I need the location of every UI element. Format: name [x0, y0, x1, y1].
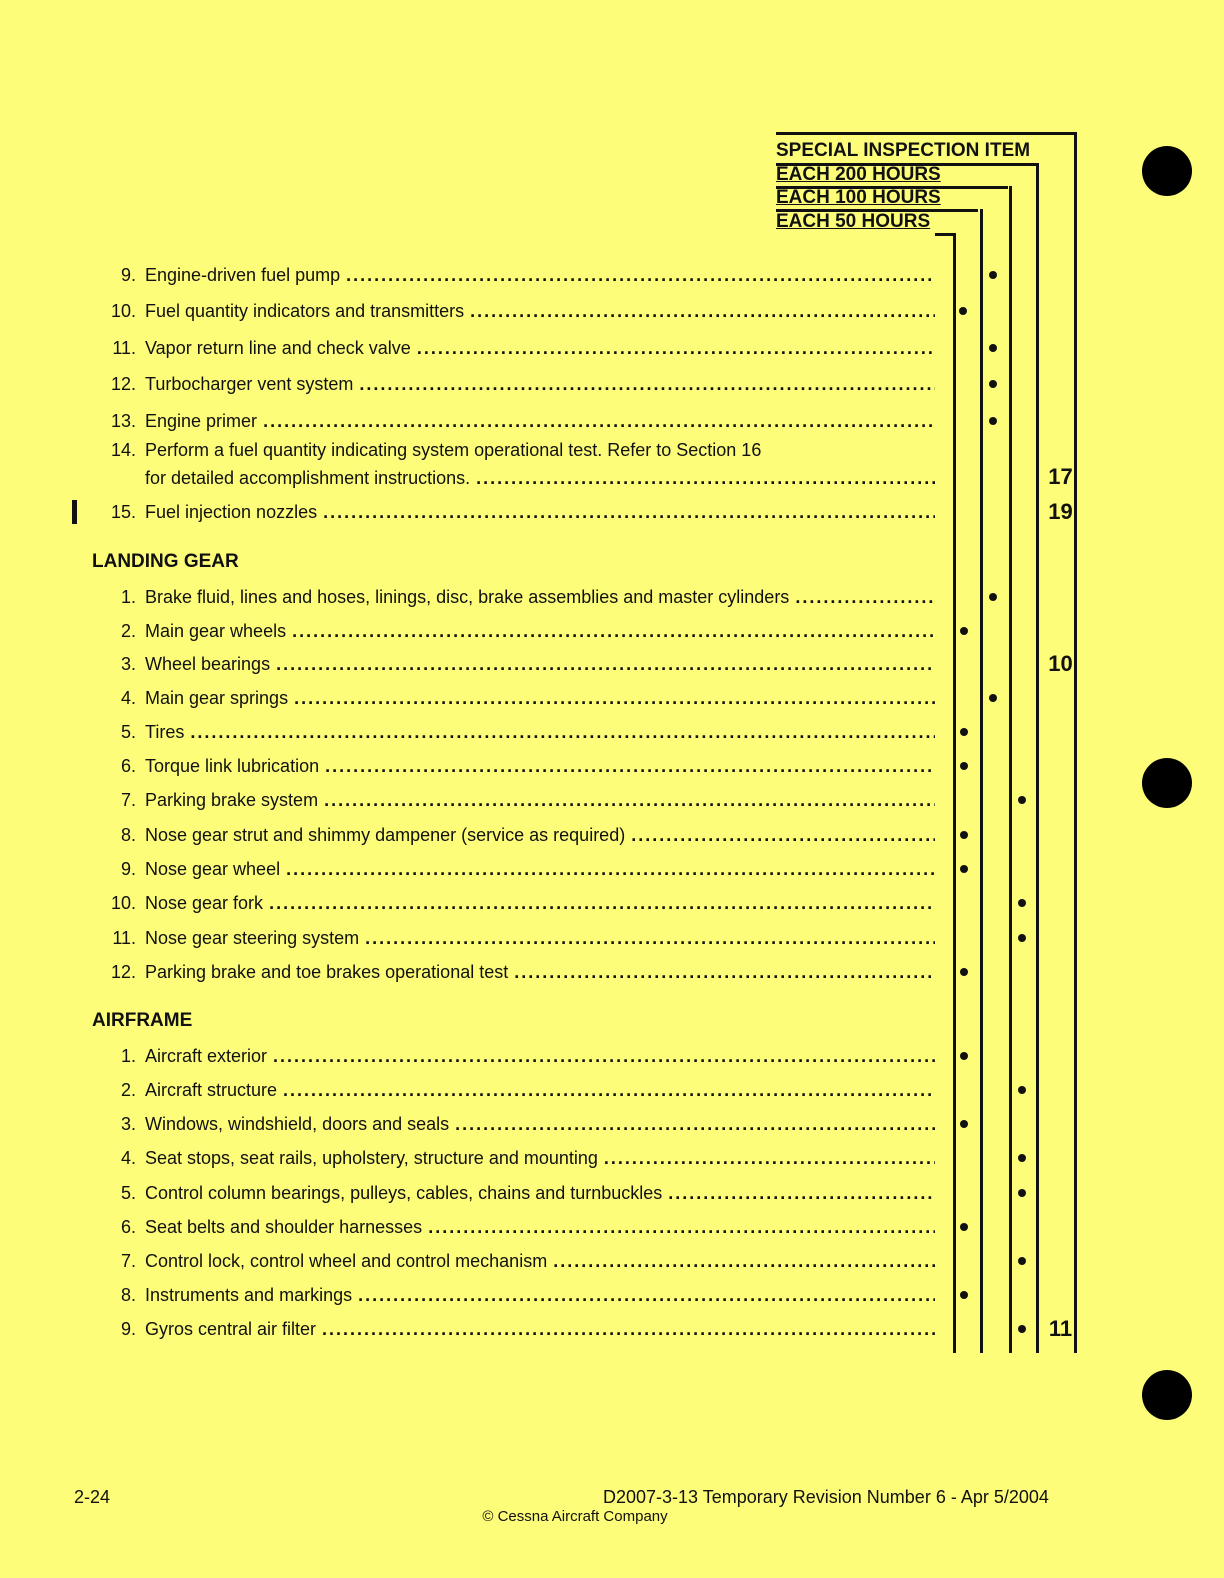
- check-dot-200-hours: [1018, 1086, 1026, 1094]
- item-number: 7.: [120, 790, 136, 810]
- list-item: [0, 1145, 1224, 1171]
- list-item: [0, 753, 1224, 779]
- list-item: [0, 719, 1224, 745]
- item-label: Nose gear strut and shimmy dampener (service as required): [145, 825, 626, 845]
- check-dot-50-hours: [960, 627, 968, 635]
- list-item: [0, 618, 1224, 644]
- check-dot-200-hours: [989, 593, 997, 601]
- item-label: Nose gear steering system: [145, 928, 360, 948]
- leader-dots: [422, 1214, 935, 1240]
- item-label: Tires: [145, 722, 185, 742]
- check-dot-50-hours: [960, 1291, 968, 1299]
- item-label-row: [145, 584, 935, 610]
- item-label-row: [145, 651, 935, 677]
- leader-dots: [411, 335, 935, 361]
- list-item: [0, 1111, 1224, 1137]
- item-number: 12.: [110, 962, 136, 982]
- list-item: [0, 437, 1224, 463]
- list-item: [0, 1282, 1224, 1308]
- leader-dots: [625, 822, 935, 848]
- check-dot-50-hours: [959, 307, 967, 315]
- item-label-row: [145, 335, 935, 361]
- item-label-row: [145, 1316, 935, 1342]
- item-label-row: [145, 822, 935, 848]
- header-each-100-hours: EACH 100 HOURS: [776, 187, 941, 208]
- list-item: [0, 959, 1224, 985]
- item-number: 14.: [110, 440, 136, 460]
- leader-dots: [257, 408, 935, 434]
- item-label: Nose gear fork: [145, 893, 264, 913]
- leader-dots: [353, 371, 935, 397]
- item-label-row: [145, 1214, 935, 1240]
- item-label-line1: Perform a fuel quantity indicating system operational test. Refer to Section 16: [145, 440, 762, 460]
- document-revision: D2007-3-13 Temporary Revision Number 6 - Apr 5/2004: [603, 1487, 1049, 1507]
- leader-dots: [263, 890, 935, 916]
- item-label: Aircraft exterior: [145, 1046, 268, 1066]
- item-label-row: [145, 890, 935, 916]
- leader-dots: [662, 1180, 935, 1206]
- check-dot-50-hours: [960, 1223, 968, 1231]
- list-item: [0, 1248, 1224, 1274]
- item-number: 3.: [120, 654, 136, 674]
- item-label: Aircraft structure: [145, 1080, 278, 1100]
- check-dot-50-hours: [960, 865, 968, 873]
- item-number: 11.: [112, 338, 136, 358]
- item-label-row: [145, 1282, 935, 1308]
- item-number: 7.: [120, 1251, 136, 1271]
- check-dot-50-hours: [960, 728, 968, 736]
- check-dot-50-hours: [960, 1120, 968, 1128]
- item-label-row: [145, 262, 935, 288]
- item-label: Gyros central air filter: [145, 1319, 317, 1339]
- leader-dots: [359, 925, 935, 951]
- check-dot-200-hours: [1018, 934, 1026, 942]
- item-number: 9.: [120, 859, 136, 879]
- list-item: [0, 499, 1224, 525]
- item-number: 9.: [120, 265, 136, 285]
- list-item: [0, 651, 1224, 677]
- check-dot-200-hours: [989, 417, 997, 425]
- check-dot-200-hours: [1018, 796, 1026, 804]
- item-label: Nose gear wheel: [145, 859, 281, 879]
- item-label: Main gear springs: [145, 688, 289, 708]
- check-dot-50-hours: [960, 1052, 968, 1060]
- list-item: [0, 925, 1224, 951]
- item-number: 8.: [120, 1285, 136, 1305]
- section-title-landing-gear: LANDING GEAR: [92, 551, 239, 572]
- item-label: Main gear wheels: [145, 621, 287, 641]
- item-label-row: [145, 465, 935, 491]
- leader-dots: [340, 262, 935, 288]
- item-label-row: [145, 1180, 935, 1206]
- item-label-row: [145, 408, 935, 434]
- item-number: 1.: [120, 1046, 136, 1066]
- item-number: 4.: [120, 1148, 136, 1168]
- list-item: [0, 335, 1224, 361]
- list-item: [0, 371, 1224, 397]
- item-label: Torque link lubrication: [145, 756, 320, 776]
- item-label: Brake fluid, lines and hoses, linings, disc, brake assemblies and master cylinders: [145, 587, 790, 607]
- leader-dots: [449, 1111, 935, 1137]
- item-label: Turbocharger vent system: [145, 374, 354, 394]
- list-item: [0, 787, 1224, 813]
- item-label-row: [145, 719, 935, 745]
- item-label-row: [145, 371, 935, 397]
- leader-dots: [286, 618, 935, 644]
- item-label-row: [145, 1145, 935, 1171]
- list-item: [0, 1180, 1224, 1206]
- item-label: Engine-driven fuel pump: [145, 265, 341, 285]
- check-dot-200-hours: [989, 694, 997, 702]
- leader-dots: [547, 1248, 935, 1274]
- list-item: [0, 408, 1224, 434]
- leader-dots: [280, 856, 935, 882]
- item-label-row: [145, 298, 935, 324]
- item-number: 1.: [120, 587, 136, 607]
- item-label: Seat stops, seat rails, upholstery, structure and mounting: [145, 1148, 598, 1168]
- list-item: [0, 685, 1224, 711]
- item-number: 12.: [110, 374, 136, 394]
- item-label: Wheel bearings: [145, 654, 271, 674]
- special-inspection-ref: 11: [1048, 1316, 1073, 1341]
- item-label-row: [145, 787, 935, 813]
- leader-dots: [508, 959, 935, 985]
- item-label: Windows, windshield, doors and seals: [145, 1114, 450, 1134]
- special-inspection-ref: 19: [1048, 499, 1073, 524]
- check-dot-50-hours: [960, 762, 968, 770]
- item-label-row: [145, 685, 935, 711]
- leader-dots: [288, 685, 935, 711]
- item-label: Parking brake system: [145, 790, 319, 810]
- item-label-row: [145, 1077, 935, 1103]
- leader-dots: [270, 651, 935, 677]
- item-label-row: [145, 499, 935, 525]
- leader-dots: [318, 787, 935, 813]
- check-dot-50-hours: [960, 968, 968, 976]
- list-item: [0, 890, 1224, 916]
- item-label: Control lock, control wheel and control mechanism: [145, 1251, 548, 1271]
- item-number: 10.: [110, 893, 136, 913]
- item-number: 5.: [120, 722, 136, 742]
- item-label: Engine primer: [145, 411, 258, 431]
- leader-dots: [598, 1145, 935, 1171]
- list-item: [0, 262, 1224, 288]
- item-number: 6.: [120, 1217, 136, 1237]
- item-label-row: [145, 618, 935, 644]
- check-dot-200-hours: [1018, 1257, 1026, 1265]
- list-item: [0, 1214, 1224, 1240]
- leader-dots: [267, 1043, 935, 1069]
- item-label: Vapor return line and check valve: [145, 338, 411, 358]
- item-number: 3.: [120, 1114, 136, 1134]
- special-inspection-ref: 10: [1048, 651, 1073, 676]
- leader-dots: [789, 584, 935, 610]
- binder-hole-top: [1142, 146, 1192, 196]
- binder-hole-bottom: [1142, 1370, 1192, 1420]
- leader-dots: [317, 499, 935, 525]
- leader-dots: [352, 1282, 935, 1308]
- list-item: [0, 584, 1224, 610]
- check-dot-200-hours: [989, 380, 997, 388]
- item-number: 2.: [120, 1080, 136, 1100]
- check-dot-200-hours: [1018, 899, 1026, 907]
- item-label: Fuel quantity indicators and transmitters: [145, 301, 465, 321]
- item-number: 9.: [120, 1319, 136, 1339]
- item-label-row: [145, 1043, 935, 1069]
- item-label-row: [145, 925, 935, 951]
- header-rule-special: [776, 132, 1076, 135]
- copyright: © Cessna Aircraft Company: [482, 1508, 668, 1525]
- check-dot-200-hours: [989, 344, 997, 352]
- item-label: Control column bearings, pulleys, cables, chains and turnbuckles: [145, 1183, 663, 1203]
- leader-dots: [184, 719, 935, 745]
- item-number: 11.: [112, 928, 136, 948]
- list-item: [0, 1077, 1224, 1103]
- item-number: 13.: [110, 411, 136, 431]
- item-number: 15.: [110, 502, 136, 522]
- list-item: [0, 298, 1224, 324]
- check-dot-200-hours: [989, 271, 997, 279]
- item-label: Fuel injection nozzles: [145, 502, 318, 522]
- item-number: 8.: [120, 825, 136, 845]
- item-label: Seat belts and shoulder harnesses: [145, 1217, 423, 1237]
- item-number: 5.: [120, 1183, 136, 1203]
- item-number: 10.: [110, 301, 136, 321]
- leader-dots: [470, 465, 935, 491]
- header-each-50-hours: EACH 50 HOURS: [776, 211, 931, 232]
- item-label-row: [145, 959, 935, 985]
- item-label-row: [145, 1248, 935, 1274]
- page-number: 2-24: [74, 1487, 111, 1507]
- header-special-inspection: SPECIAL INSPECTION ITEM: [776, 140, 1031, 161]
- list-item: [0, 822, 1224, 848]
- item-label-row: [145, 1111, 935, 1137]
- item-label-row: [145, 856, 935, 882]
- header-each-200-hours: EACH 200 HOURS: [776, 164, 941, 185]
- item-number: 4.: [120, 688, 136, 708]
- check-dot-200-hours: [1018, 1154, 1026, 1162]
- item-label-row: [145, 753, 935, 779]
- item-number: 6.: [120, 756, 136, 776]
- list-item: [0, 856, 1224, 882]
- check-dot-50-hours: [960, 831, 968, 839]
- leader-dots: [316, 1316, 935, 1342]
- list-item-continuation: [0, 465, 1224, 491]
- special-inspection-ref: 17: [1048, 464, 1073, 489]
- leader-dots: [464, 298, 935, 324]
- item-label: Instruments and markings: [145, 1285, 353, 1305]
- header-rule-50-lower: [935, 233, 955, 236]
- list-item: [0, 1043, 1224, 1069]
- item-label: Parking brake and toe brakes operational test: [145, 962, 509, 982]
- leader-dots: [319, 753, 935, 779]
- item-number: 2.: [120, 621, 136, 641]
- leader-dots: [277, 1077, 935, 1103]
- list-item: [0, 1316, 1224, 1342]
- item-label: for detailed accomplishment instructions.: [145, 468, 471, 488]
- check-dot-200-hours: [1018, 1189, 1026, 1197]
- section-title-airframe: AIRFRAME: [92, 1010, 193, 1031]
- check-dot-200-hours: [1018, 1325, 1026, 1333]
